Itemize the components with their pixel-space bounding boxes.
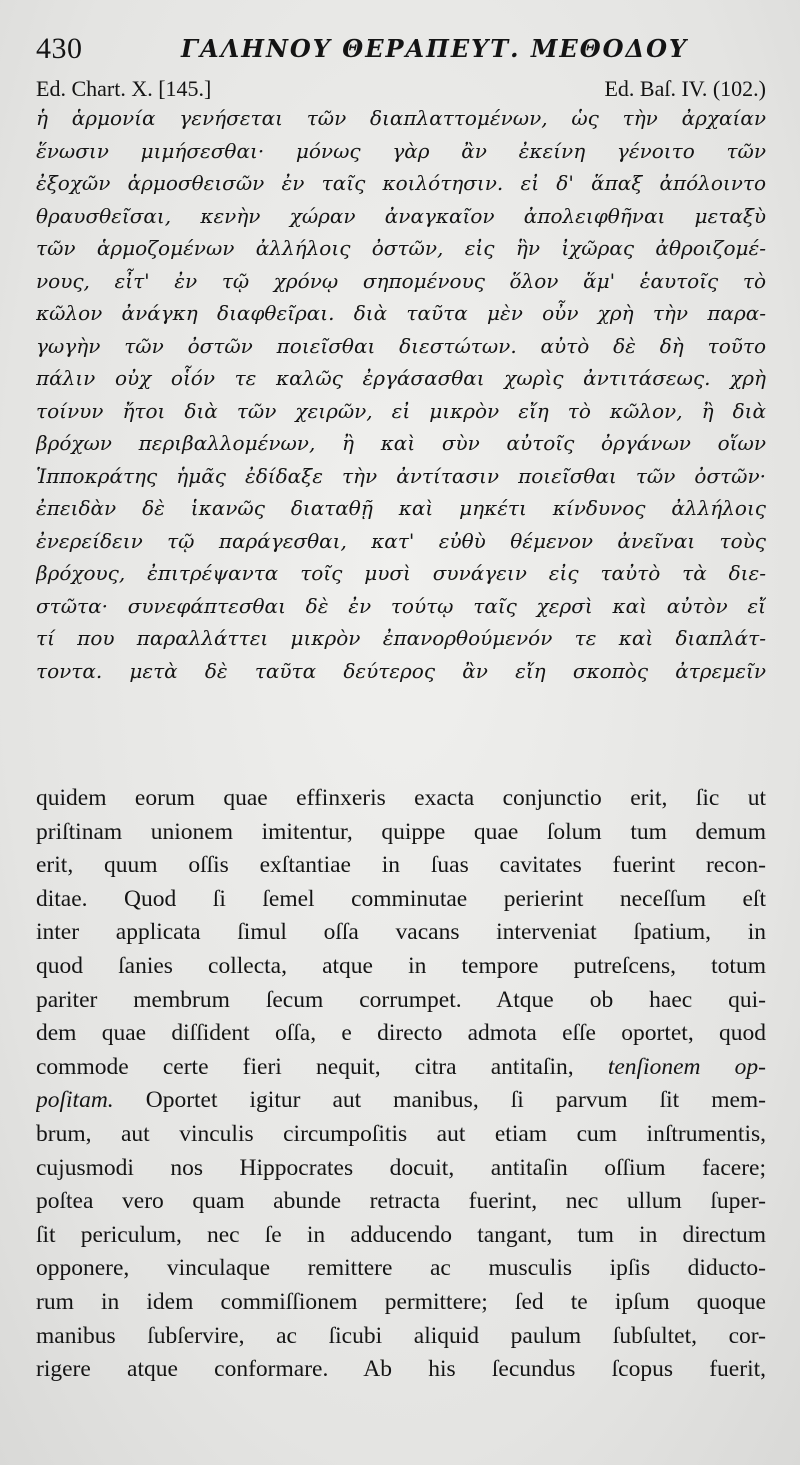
latin-line: quidem eorum quae effinxeris exacta conjunctio erit, ſic ut [36, 785, 766, 811]
page-number: 430 [36, 32, 83, 65]
latin-line: priſtinam unionem imitentur, quippe quae ſolum tum demum [36, 818, 766, 845]
greek-line: ἐξοχῶν ἁρμοσθεισῶν ἐν ταῖς κοιλότησιν. εἰ δ' ἅπαξ ἀπόλοιντο [36, 171, 766, 195]
greek-line: θραυσθεῖσαι, κενὴν χώραν ἀναγκαῖον ἀπολειφθῆναι μεταξὺ [36, 203, 766, 228]
greek-line: τί που παραλλάττει μικρὸν ἐπανορθούμενόν τε καὶ διαπλάτ- [36, 626, 766, 650]
greek-line: βρόχων περιβαλλομένων, ἢ καὶ σὺν αὐτοῖς ὀργάνων οἵων [36, 431, 766, 455]
latin-italic-gloss: poſitam. [36, 1087, 114, 1114]
latin-italic-gloss: tenſionem op- [607, 1053, 766, 1080]
running-header [36, 30, 776, 70]
greek-line: ἐπειδὰν δὲ ἱκανῶς διαταθῇ καὶ μηκέτι κίνδυνος ἀλλήλοις [36, 496, 766, 520]
greek-line: ἕνωσιν μιμήσεσθαι· μόνως γὰρ ἂν ἐκείνη γένοιτο τῶν [36, 138, 766, 163]
greek-line: τοντα. μετὰ δὲ ταῦτα δεύτερος ἂν εἴη σκοπὸς ἀτρεμεῖν [36, 658, 766, 683]
greek-line: Ἱπποκράτης ἡμᾶς ἐδίδαξε τὴν ἀντίτασιν ποιεῖσθαι τῶν ὀστῶν· [36, 463, 766, 488]
latin-text-block [36, 782, 766, 1387]
greek-line: ἐνερείδειν τῷ παράγεσθαι, κατ' εὐθὺ θέμενον ἀνεῖναι τοὺς [36, 528, 766, 553]
greek-line: πάλιν οὐχ οἷόν τε καλῶς ἐργάσασθαι χωρὶς ἀντιτάσεως. χρὴ [36, 366, 766, 390]
greek-line: τοίνυν ἤτοι διὰ τῶν χειρῶν, εἰ μικρὸν εἴη τὸ κῶλον, ἢ διὰ [36, 398, 766, 423]
greek-line: στῶτα· συνεφάπτεσθαι δὲ ἐν τούτῳ ταῖς χερσὶ καὶ αὐτὸν εἴ [36, 593, 766, 618]
latin-line: inter applicata ſimul oſſa vacans interveniat ſpatium, in [36, 919, 766, 946]
greek-line: κῶλον ἀνάγκη διαφθεῖραι. διὰ ταῦτα μὲν οὖν χρὴ τὴν παρα- [36, 301, 766, 325]
greek-line: τῶν ἁρμοζομένων ἀλλήλοις ὀστῶν, εἰς ἣν ἰχῶρας ἀθροιζομέ- [36, 236, 766, 260]
latin-line: poſtea vero quam abunde retracta fuerint, nec ullum ſuper- [36, 1188, 766, 1215]
greek-line: νους, εἶτ' ἐν τῷ χρόνῳ σηπομένους ὅλον ἅμ' ἑαυτοῖς τὸ [36, 268, 766, 293]
latin-line: manibus ſubſervire, ac ſicubi aliquid paulum ſubſultet, cor- [36, 1322, 766, 1349]
latin-line: cujusmodi nos Hippocrates docuit, antitaſin oſſium facere; [36, 1154, 766, 1181]
edition-chartier-ref: Ed. Chart. X. [145.] [36, 76, 212, 101]
edition-basel-ref: Ed. Baſ. IV. (102.) [604, 76, 766, 101]
latin-line: opponere, vinculaque remittere ac musculis ipſis diducto- [36, 1255, 766, 1282]
latin-line: ditae. Quod ſi ſemel comminutae perierint neceſſum eſt [36, 885, 766, 912]
latin-line: erit, quum oſſis exſtantiae in ſuas cavitates fuerint recon- [36, 852, 766, 879]
greek-line: βρόχους, ἐπιτρέψαντα τοῖς μυσὶ συνάγειν εἰς ταὐτὸ τὰ διε- [36, 561, 766, 585]
latin-line: rigere atque conformare. Ab his ſecundus ſcopus fuerit, [36, 1356, 766, 1383]
latin-line: ſit periculum, nec ſe in adducendo tangant, tum in directum [36, 1221, 766, 1248]
latin-line: brum, aut vinculis circumpoſitis aut etiam cum inſtrumentis, [36, 1120, 766, 1147]
greek-line: ἡ ἁρμονία γενήσεται τῶν διαπλαττομένων, ὡς τὴν ἀρχαίαν [36, 106, 766, 130]
latin-line-with-italic [36, 1084, 766, 1118]
greek-text-block [36, 102, 766, 687]
latin-line: pariter membrum ſecum corrumpet. Atque ob haec qui- [36, 986, 766, 1013]
latin-line: dem quae diſſident oſſa, e directo admota eſſe oportet, quod [36, 1020, 766, 1047]
latin-line-part: commode certe fieri nequit, citra antitaſin, [36, 1053, 574, 1080]
latin-line-part: Oportet igitur aut manibus, ſi parvum ſit mem- [145, 1087, 766, 1114]
latin-line-with-italic [36, 1051, 766, 1085]
latin-line: quod ſanies collecta, atque in tempore putreſcens, totum [36, 952, 766, 979]
running-title: ΓΑΛΗΝΟΥ ΘΕΡΑΠΕΥΤ. ΜΕΘΟΔΟΥ [181, 34, 689, 63]
latin-line: rum in idem commiſſionem permittere; ſed te ipſum quoque [36, 1288, 766, 1315]
greek-line: γωγὴν τῶν ὀστῶν ποιεῖσθαι διεστώτων. αὐτὸ δὲ δὴ τοῦτο [36, 333, 766, 358]
